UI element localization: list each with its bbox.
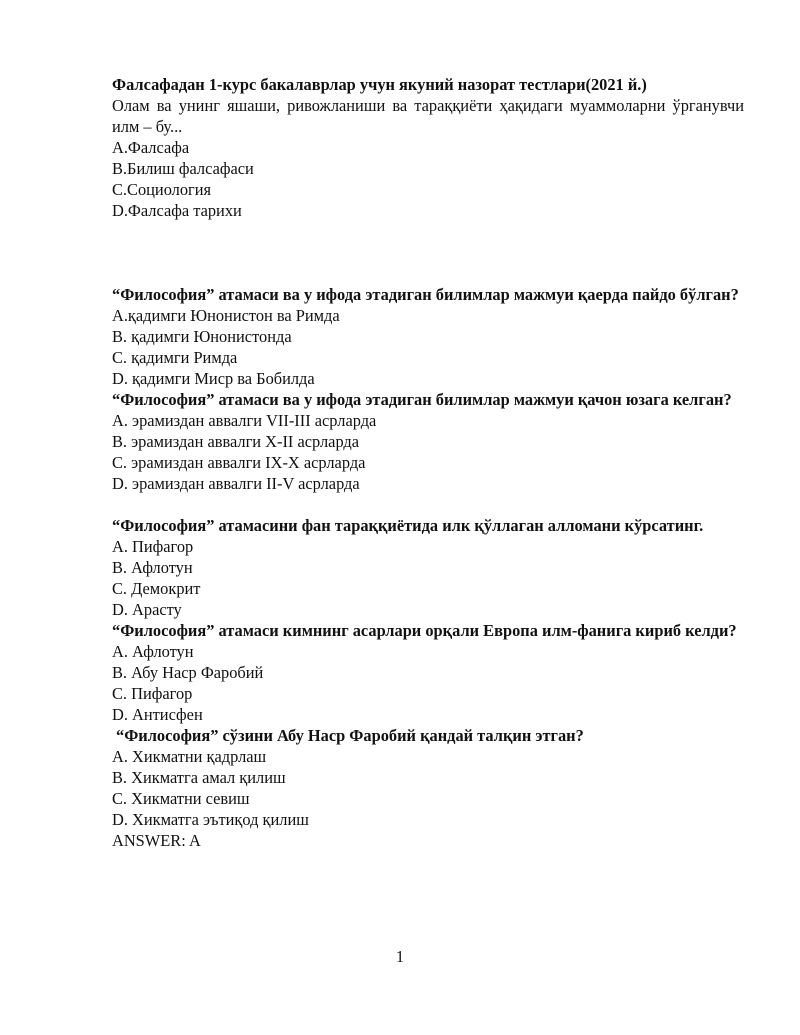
question-text: Олам ва унинг яшаши, ривожланиши ва тараққиёти ҳақидаги муаммоларни ўрганувчи илм – бу... (112, 96, 744, 136)
option-b: B. эрамиздан аввалги X-II асрларда (112, 432, 360, 451)
option-d: D. Арасту (112, 600, 182, 619)
option-d: D. Антисфен (112, 705, 203, 724)
option-c: C. Хикматни севиш (112, 789, 250, 808)
option-a: A. Пифагор (112, 537, 194, 556)
spacer (112, 494, 744, 515)
page-number: 1 (395, 947, 405, 966)
document-title: Фалсафадан 1-курс бакалаврлар учун якуний назорат тестлари(2021 й.) (112, 75, 647, 94)
option-c: C. эрамиздан аввалги IX-X асрларда (112, 453, 366, 472)
option-b: B. Афлотун (112, 558, 193, 577)
option-b: B. қадимги Юнонистонда (112, 327, 292, 346)
question-1 (112, 95, 744, 221)
question-4 (112, 515, 744, 620)
question-text: “Философия” атамаси ва у ифода этадиган билимлар мажмуи қачон юзага келган? (112, 390, 732, 409)
option-d: D. қадимги Миср ва Бобилда (112, 369, 315, 388)
option-b: B. Абу Наср Фаробий (112, 663, 264, 682)
option-b: B.Билиш фалсафаси (112, 159, 254, 178)
option-c: C. Пифагор (112, 684, 193, 703)
option-c: C.Социология (112, 180, 212, 199)
option-a: A. Хикматни қадрлаш (112, 747, 267, 766)
question-5 (112, 620, 744, 725)
question-text: “Философия” сўзини Абу Наср Фаробий қандай талқин этган? (116, 726, 584, 745)
spacer (112, 221, 744, 284)
option-a: A.қадимги Юнонистон ва Римда (112, 306, 340, 325)
option-c: C. қадимги Римда (112, 348, 238, 367)
answer-line: ANSWER: A (112, 831, 201, 850)
option-d: D.Фалсафа тарихи (112, 201, 242, 220)
option-d: D. эрамиздан аввалги II-V асрларда (112, 474, 360, 493)
question-3 (112, 389, 744, 494)
option-c: C. Демокрит (112, 579, 201, 598)
question-text: “Философия” атамаси кимнинг асарлари орқали Европа илм-фанига кириб келди? (112, 621, 737, 640)
option-d: D. Хикматга эътиқод қилиш (112, 810, 309, 829)
option-b: B. Хикматга амал қилиш (112, 768, 286, 787)
question-text: “Философия” атамаси ва у ифода этадиган билимлар мажмуи қаерда пайдо бўлган? (112, 285, 739, 304)
question-text: “Философия” атамасини фан тараққиётида илк қўллаган алломани кўрсатинг. (112, 516, 704, 535)
question-2 (112, 284, 744, 389)
option-a: A. эрамиздан аввалги VII-III асрларда (112, 411, 377, 430)
option-a: A. Афлотун (112, 642, 194, 661)
question-6 (112, 725, 744, 851)
option-a: A.Фалсафа (112, 138, 190, 157)
page-content (112, 74, 744, 851)
